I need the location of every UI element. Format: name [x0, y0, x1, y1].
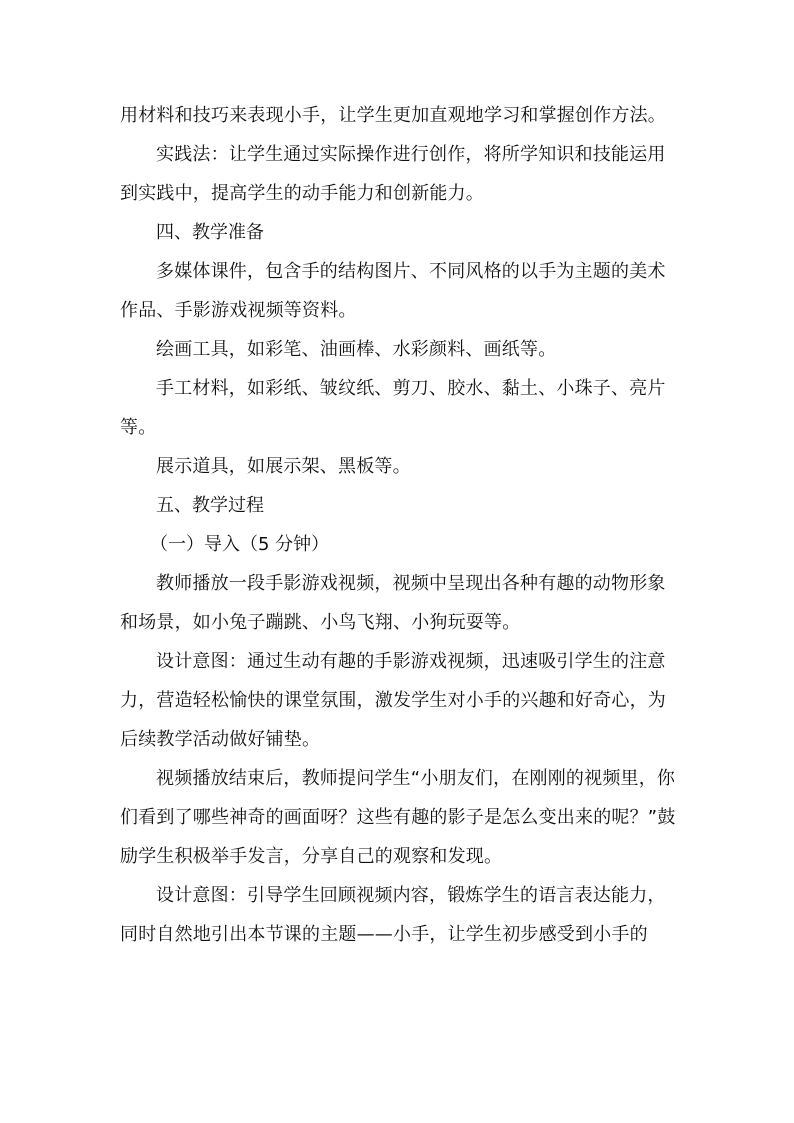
paragraph-continuation: 用材料和技巧来表现小手，让学生更加直观地学习和掌握创作方法。 [120, 105, 666, 126]
section-heading-teaching-process: 五、教学过程 [156, 495, 264, 516]
paragraph-multimedia: 多媒体课件，包含手的结构图片、不同风格的以手为主题的美术作品、手影游戏视频等资料。 [120, 261, 666, 321]
paragraph-design-intent-1: 设计意图：通过生动有趣的手影游戏视频，迅速吸引学生的注意力，营造轻松愉快的课堂氛围，激发学生对小手的兴趣和好奇心，为后续教学活动做好铺垫。 [120, 651, 666, 750]
paragraph-video-play: 教师播放一段手影游戏视频，视频中呈现出各种有趣的动物形象和场景，如小兔子蹦跳、小鸟飞翔、小狗玩耍等。 [120, 573, 666, 633]
document-body [120, 96, 680, 954]
section-heading-teaching-preparation: 四、教学准备 [156, 222, 264, 243]
paragraph-teacher-question: 视频播放结束后，教师提问学生“小朋友们，在刚刚的视频里，你们看到了哪些神奇的画面呀？这些有趣的影子是怎么变出来的呢？”鼓励学生积极举手发言，分享自己的观察和发现。 [120, 768, 676, 867]
paragraph-practice-method: 实践法：让学生通过实际操作进行创作，将所学知识和技能运用到实践中，提高学生的动手能力和创新能力。 [120, 144, 666, 204]
paragraph-craft-materials: 手工材料，如彩纸、皱纹纸、剪刀、胶水、黏土、小珠子、亮片等。 [120, 378, 666, 438]
paragraph-design-intent-2: 设计意图：引导学生回顾视频内容，锻炼学生的语言表达能力，同时自然地引出本节课的主题——小手，让学生初步感受到小手的 [120, 885, 666, 945]
paragraph-display-props: 展示道具，如展示架、黑板等。 [156, 456, 411, 477]
subheading-introduction: （一）导入（5 分钟） [150, 534, 330, 555]
paragraph-drawing-tools: 绘画工具，如彩笔、油画棒、水彩颜料、画纸等。 [156, 339, 557, 360]
